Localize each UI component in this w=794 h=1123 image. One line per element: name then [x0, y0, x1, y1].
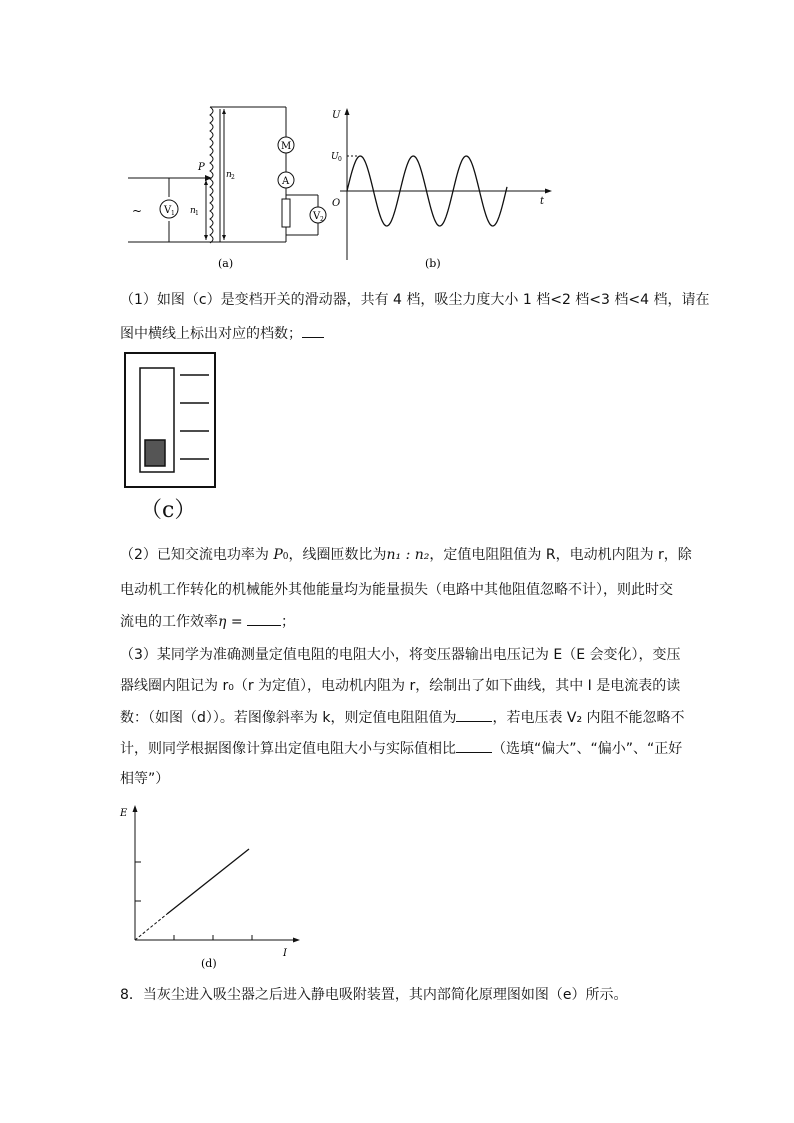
voltmeter-v1 — [160, 200, 178, 218]
answer-blank-q2[interactable] — [247, 611, 281, 626]
origin-label: O — [332, 198, 341, 209]
slider-knob — [145, 440, 165, 466]
svg-text:2: 2 — [320, 216, 324, 223]
caption-c: （c） — [140, 498, 197, 523]
e-i-graph — [115, 800, 315, 975]
q3-line4: 计，则同学根据图像计算出定值电阻大小与实际值相比 （选填“偏大”、“偏小”、“正好 — [120, 738, 682, 759]
ac-source-symbol: ~ — [132, 204, 143, 218]
caption-d: (d) — [201, 957, 217, 970]
q3-line5: 相等”） — [120, 771, 170, 787]
answer-blank-q3-compare[interactable] — [456, 738, 492, 753]
q2-line3: 流电的工作效率η = ； — [120, 611, 295, 632]
y-axis-label: U — [332, 110, 341, 121]
svg-text:A: A — [282, 176, 290, 187]
voltage-waveform-chart — [325, 100, 555, 275]
q1-line1: （1）如图（c）是变档开关的滑动器，共有 4 档，吸尘力度大小 1 档<2 档<3 档<4 档，请在 — [120, 292, 710, 308]
svg-text:1: 1 — [195, 210, 199, 217]
svg-text:1: 1 — [171, 210, 175, 217]
q3-line1: （3）某同学为准确测量定值电阻的电阻大小，将变压器输出电压记为 E（E 会变化），变压 — [120, 647, 681, 663]
circuit-diagram — [120, 95, 335, 280]
resistor — [282, 199, 290, 227]
svg-text:V: V — [164, 205, 172, 216]
e-i-line — [167, 849, 249, 914]
q3-line2: 器线圈内阻记为 r₀（r 为定值），电动机内阻为 r，绘制出了如下曲线，其中 I 是电流表的读 — [120, 678, 681, 694]
gear-slider-figure — [120, 348, 220, 488]
dashed-extrapolation — [135, 914, 167, 940]
motor — [278, 137, 294, 153]
answer-blank-q1[interactable] — [302, 323, 324, 338]
label-n2: n — [226, 170, 232, 180]
caption-a: (a) — [218, 257, 234, 270]
label-n1: n — [190, 206, 196, 216]
q3-line3: 数：（如图（d））。若图像斜率为 k，则定值电阻阻值为 ，若电压表 V₂ 内阻不能忽略不 — [120, 707, 685, 728]
voltmeter-v2 — [310, 207, 326, 223]
answer-blank-q3-resistance[interactable] — [456, 707, 492, 722]
svg-text:V: V — [313, 211, 321, 222]
q1-line2-text: 图中横线上标出对应的档数； — [120, 326, 302, 342]
label-p: P — [198, 162, 205, 173]
q2-line2: 电动机工作转化的机械能外其他能量均为能量损失（电路中其他阻值忽略不计），则此时交 — [120, 582, 673, 598]
q1-line2 — [120, 323, 324, 344]
svg-text:2: 2 — [231, 174, 235, 181]
amplitude-label: U — [331, 152, 339, 162]
q2-line1: （2）已知交流电功率为 P0，线圈匝数比为n₁ : n₂，定值电阻阻值为 R，电动机内阻为 r，除 — [120, 547, 692, 563]
ammeter — [278, 172, 294, 188]
caption-b: (b) — [425, 257, 441, 270]
y-axis-label-e: E — [120, 808, 128, 819]
x-axis-label-i: I — [283, 948, 287, 959]
svg-text:M: M — [281, 141, 292, 152]
q8-text: 8．当灰尘进入吸尘器之后进入静电吸附装置，其内部简化原理图如图（e）所示。 — [120, 987, 628, 1003]
svg-text:0: 0 — [338, 156, 342, 163]
x-axis-label: t — [540, 196, 545, 207]
